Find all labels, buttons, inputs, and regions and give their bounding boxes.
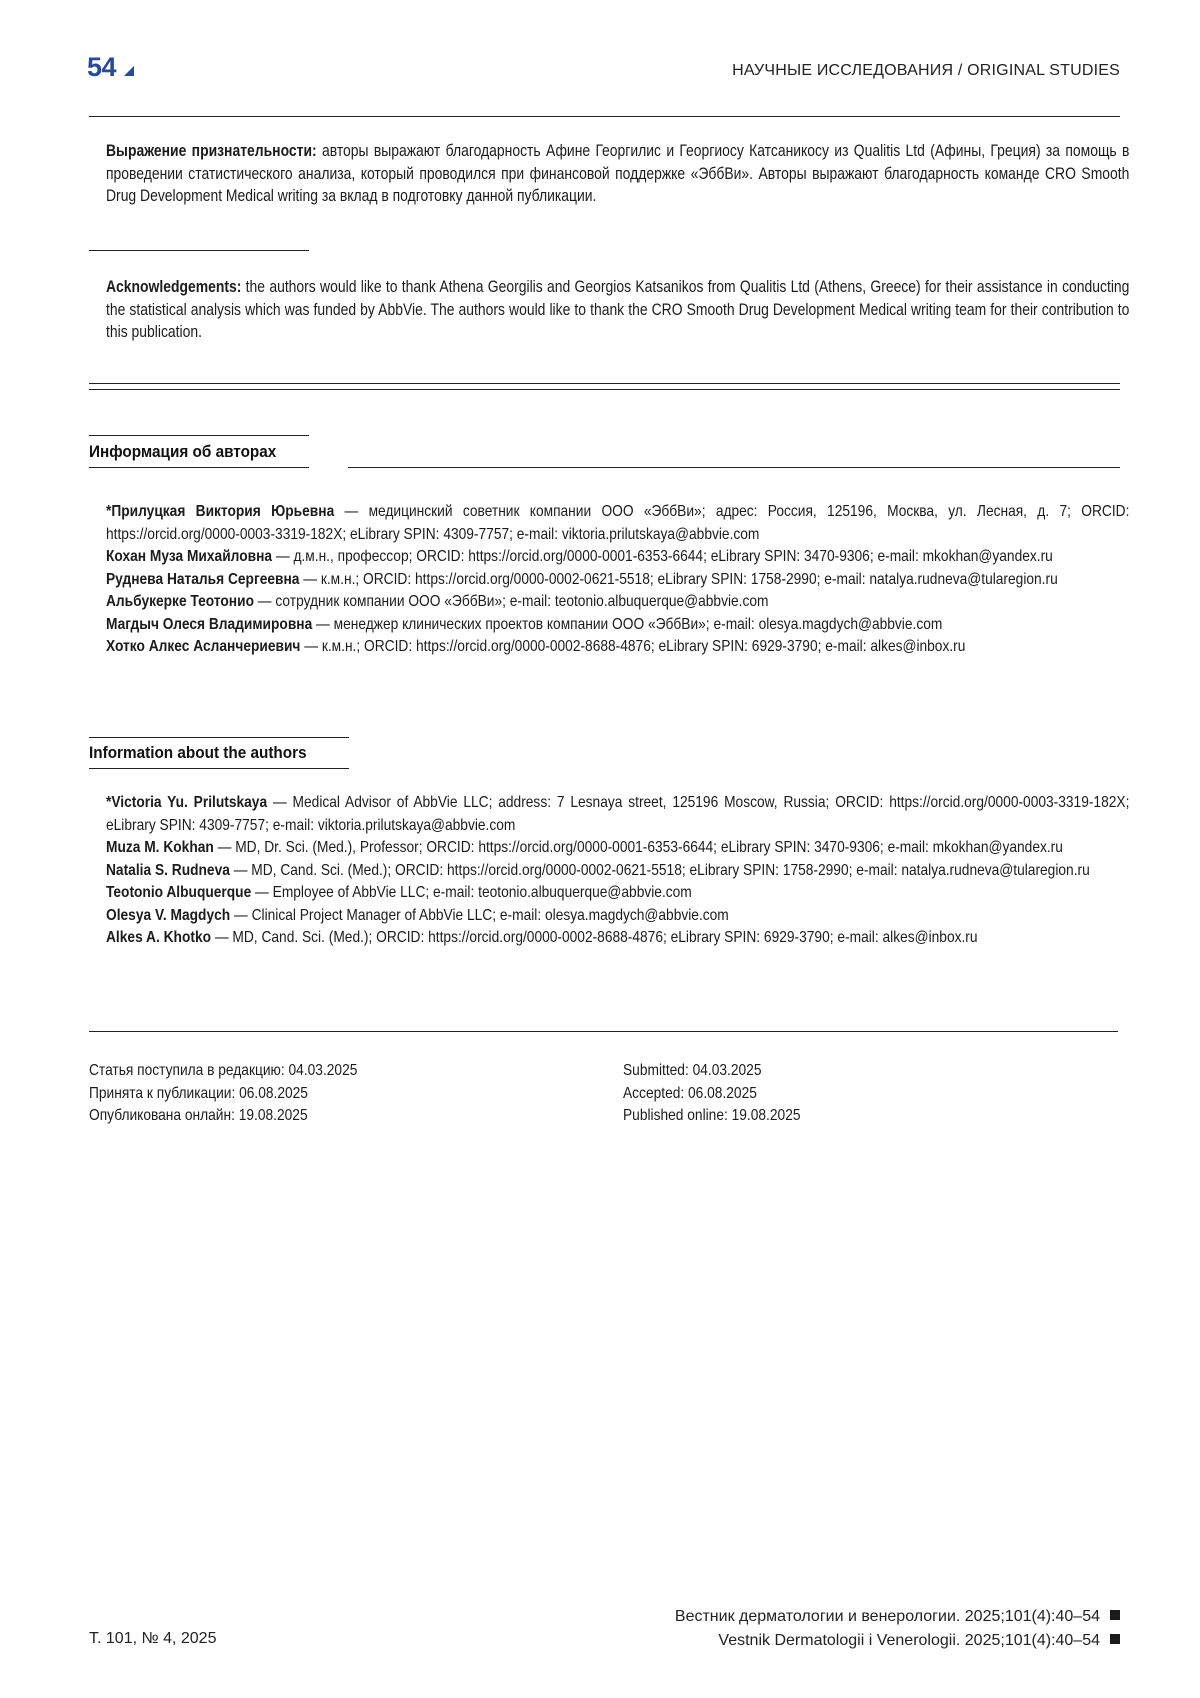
page-number: 54 [87,52,117,82]
date-line: Статья поступила в редакцию: 04.03.2025 [89,1062,358,1079]
square-bullet-icon [1110,1610,1120,1620]
author-item: Alkes A. Khotko — MD, Cand. Sci. (Med.); ORCID: https://orcid.org/0000-0002-8688-4876; eLibrary SPIN: 6929-3790; e-mail: alkes@inbox.ru [106,929,978,946]
author-item: Teotonio Albuquerque — Employee of AbbVie LLC; e-mail: teotonio.albuquerque@abbvie.com [106,884,692,901]
ack-en-line: Medical writing team for their contribution to this publication. [106,300,1130,341]
author-item: Руднева Наталья Сергеевна — к.м.н.; ORCID: https://orcid.org/0000-0002-0621-5518; eLibrary SPIN: 1758-2990; e-mail: natalya.rudneva@tularegion.ru [106,570,1058,588]
dates-en [623,1060,800,1128]
journal-citation-ru: Вестник дерматологии и венерологии. 2025;101(4):40–54 [675,1606,1120,1628]
date-line: Submitted: 04.03.2025 [623,1062,762,1079]
double-rule-bottom [89,389,1120,390]
header-rule [89,116,1120,117]
author-item: Альбукерке Теотонио — сотрудник компании ООО «ЭббВи»; e-mail: teotonio.albuquerque@abbvie.com [106,593,769,610]
ack-en-line: the authors would like to thank Athena Georgilis and Georgios Katsanikos from Qualitis Ltd (Athens, Greece) for their [245,278,973,296]
authors-ru-list [106,501,1129,659]
authors-en-title: Information about the authors [89,743,307,762]
volume-issue: Т. 101, № 4, 2025 [89,1630,217,1647]
date-line: Принята к публикации: 06.08.2025 [89,1084,308,1102]
acknowledgements-ru [106,140,1129,208]
section-label: НАУЧНЫЕ ИССЛЕДОВАНИЯ / ORIGINAL STUDIES [732,62,1120,79]
author-item: Natalia S. Rudneva — MD, Cand. Sci. (Med.); ORCID: https://orcid.org/0000-0002-0621-5518; eLibrary SPIN: 1758-2990; e-mail: natalya.rudneva@tularegion.ru [106,861,1090,879]
date-line: Опубликована онлайн: 19.08.2025 [89,1107,308,1124]
section-rule [89,467,309,468]
section-rule [89,435,309,436]
section-rule [89,768,349,769]
ack-ru-label: Выражение признательности: [106,142,317,160]
authors-en-list [106,792,1129,950]
acknowledgements-en [106,276,1129,344]
authors-ru-title: Информация об авторах [89,442,277,461]
ack-en-label: Acknowledgements: [106,278,242,296]
date-line: Published online: 19.08.2025 [623,1107,801,1124]
square-bullet-icon [1110,1634,1120,1644]
ack-ru-line: авторы выражают благодарность Афине Георгилис и Георгиосу Катсаникосу из Qualitis Ltd (Афины, [321,142,986,160]
corner-triangle-icon [124,66,134,76]
section-rule [348,467,1120,468]
date-line: Accepted: 06.08.2025 [623,1084,757,1102]
ack-ru-line: Греция) за помощь в проведении статистического анализа, который проводился при финансовой поддержке «ЭббВи». Авторы выражают [106,142,1130,183]
dates-rule [89,1031,1118,1032]
author-item: Olesya V. Magdych — Clinical Project Manager of AbbVie LLC; e-mail: olesya.magdych@abbvie.com [106,906,729,924]
short-rule [89,250,309,251]
author-item: *Прилуцкая Виктория Юрьевна — медицинский советник компании ООО «ЭббВи»; адрес: Россия, 125196, Москва, ул. Лесная, д. 7; ORCID: https://orcid.org/0000-0003-3319-182X; eLibrary SPIN: 4309-7757; e-mail: viktoria.prilutskaya@abbvie.com [106,503,1130,543]
author-item: *Victoria Yu. Prilutskaya — Medical Advisor of AbbVie LLC; address: 7 Lesnaya street, 125196 Moscow, Russia; ORCID: https://orcid.org/0000-0003-3319-182X; eLibrary SPIN: 4309-7757; e-mail: viktoria.prilutskaya@abbvie.com [106,794,1130,834]
author-item: Магдыч Олеся Владимировна — менеджер клинических проектов компании ООО «ЭббВи»; e-mail: olesya.magdych@abbvie.com [106,615,943,633]
ack-en-line: assistance in conducting the statistical analysis which was funded by AbbVie. The authors would like to thank the CRO Smooth Drug Development [106,278,1130,319]
author-item: Хотко Алкес Асланчериевич — к.м.н.; ORCID: https://orcid.org/0000-0002-8688-4876; eLibrary SPIN: 6929-3790; e-mail: alkes@inbox.ru [106,638,966,655]
ack-ru-line: благодарность команде CRO Smooth Drug Development Medical writing за вклад в подготовку данной публикации. [106,164,1130,205]
dates-ru [89,1060,357,1128]
author-item: Кохан Муза Михайловна — д.м.н., профессор; ORCID: https://orcid.org/0000-0001-6353-6644; eLibrary SPIN: 3470-9306; e-mail: mkokhan@yandex.ru [106,548,1053,565]
section-rule [89,737,349,738]
journal-citation-en: Vestnik Dermatologii i Venerologii. 2025;101(4):40–54 [718,1630,1120,1652]
double-rule-top [89,383,1120,384]
author-item: Muza M. Kokhan — MD, Dr. Sci. (Med.), Professor; ORCID: https://orcid.org/0000-0001-6353-6644; eLibrary SPIN: 3470-9306; e-mail: mkokhan@yandex.ru [106,839,1063,856]
